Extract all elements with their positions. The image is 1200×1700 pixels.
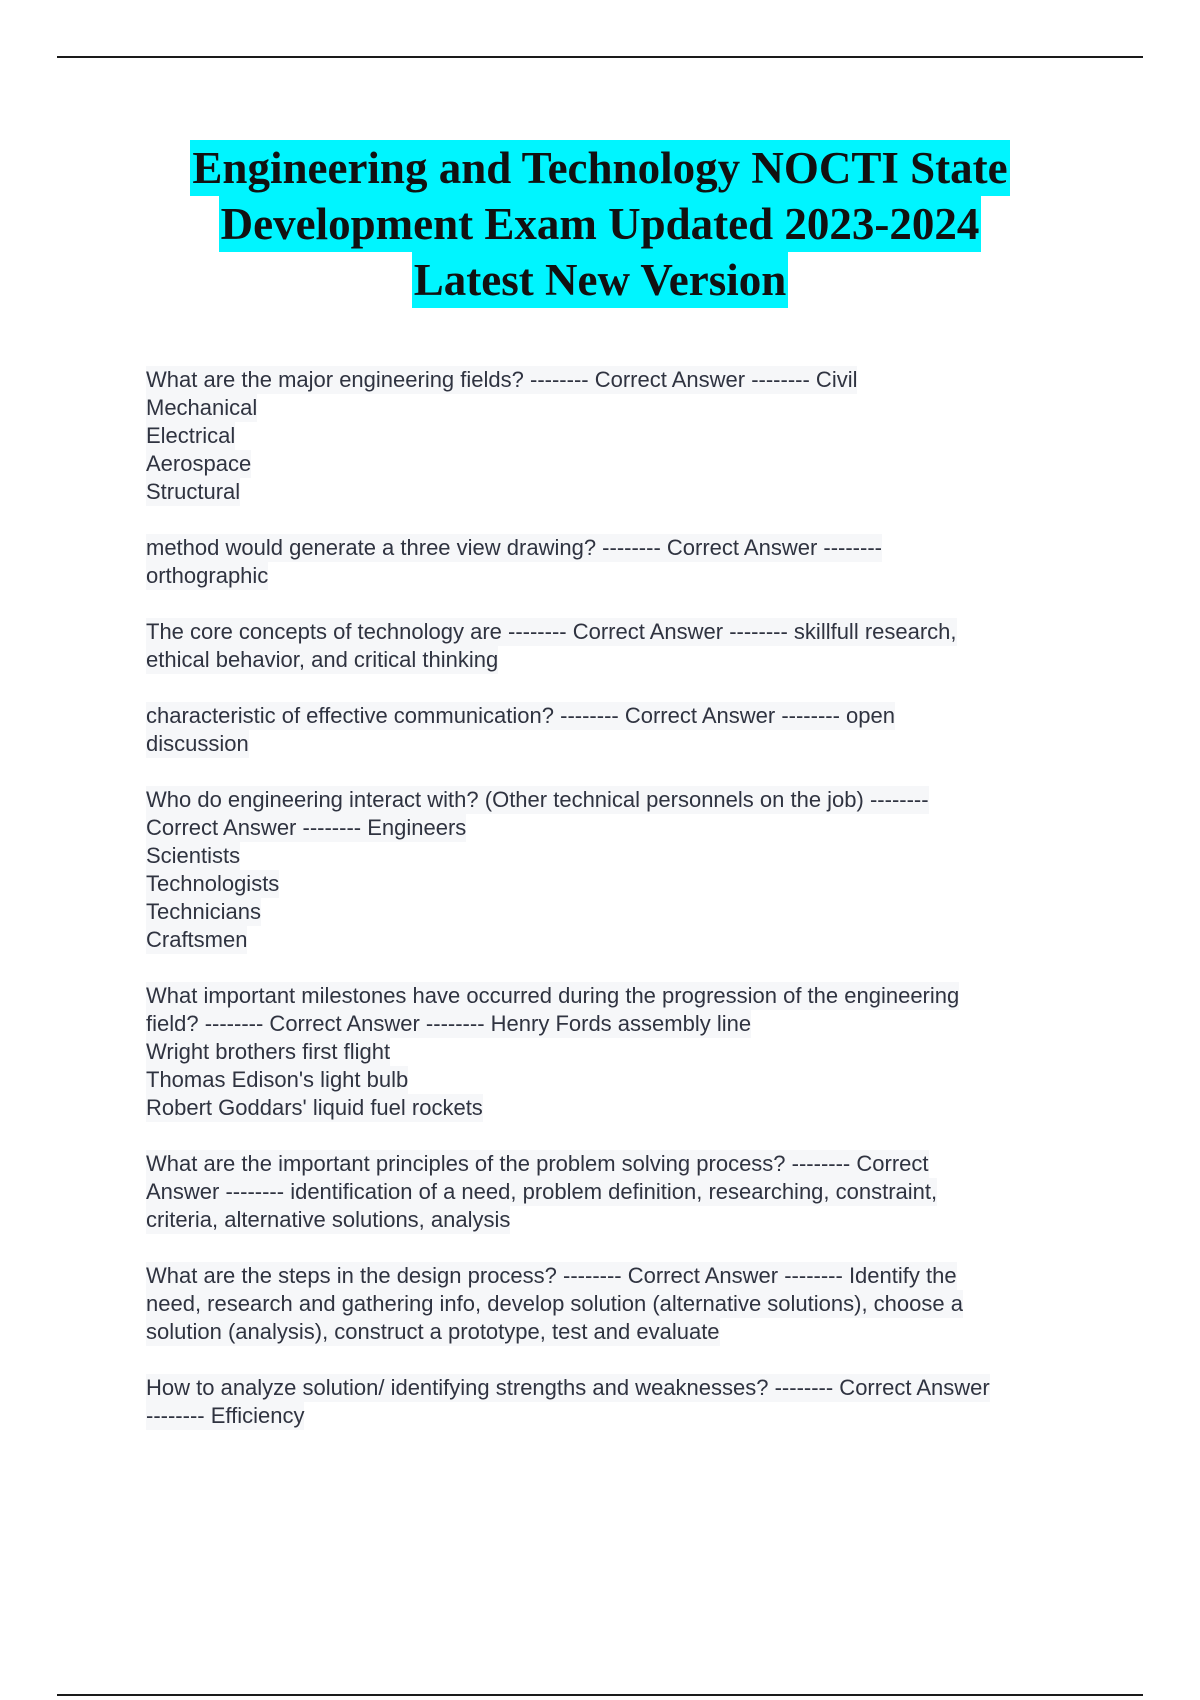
qa-text-line: -------- Efficiency (146, 1403, 305, 1428)
qa-text-line: Wright brothers first flight (146, 1039, 391, 1064)
qa-text-line: method would generate a three view drawing? -------- Correct Answer -------- (146, 535, 882, 560)
qa-text-line: Correct Answer -------- Engineers (146, 815, 467, 840)
qa-text-line: What are the important principles of the problem solving process? -------- Correct (146, 1151, 929, 1176)
qa-text-line: discussion (146, 731, 249, 756)
top-horizontal-rule (57, 56, 1143, 58)
qa-text-line: Scientists (146, 843, 241, 868)
title-line: Development Exam Updated 2023-2024 (219, 196, 982, 252)
qa-text-line: Robert Goddars' liquid fuel rockets (146, 1095, 483, 1120)
qa-item (146, 702, 1086, 758)
question-answer-list (146, 366, 1086, 1458)
qa-text-line: field? -------- Correct Answer -------- Henry Fords assembly line (146, 1011, 752, 1036)
qa-text-line: Technologists (146, 871, 280, 896)
qa-text-line: The core concepts of technology are -------- Correct Answer -------- skillfull research, (146, 619, 957, 644)
qa-text-line: Craftsmen (146, 927, 248, 952)
qa-text-line: Structural (146, 479, 241, 504)
bottom-horizontal-rule (57, 1694, 1143, 1696)
qa-item (146, 1262, 1086, 1346)
qa-item (146, 982, 1086, 1122)
qa-item (146, 534, 1086, 590)
qa-item (146, 786, 1086, 954)
qa-text-line: need, research and gathering info, develop solution (alternative solutions), choose a (146, 1291, 963, 1316)
qa-text-line: Aerospace (146, 451, 252, 476)
qa-text-line: What important milestones have occurred during the progression of the engineering (146, 983, 960, 1008)
qa-text-line: ethical behavior, and critical thinking (146, 647, 499, 672)
document-title (100, 140, 1100, 308)
qa-text-line: solution (analysis), construct a prototype, test and evaluate (146, 1319, 720, 1344)
title-line: Engineering and Technology NOCTI State (190, 140, 1009, 196)
qa-text-line: criteria, alternative solutions, analysis (146, 1207, 511, 1232)
qa-text-line: orthographic (146, 563, 269, 588)
qa-text-line: What are the steps in the design process? -------- Correct Answer -------- Identify the (146, 1263, 957, 1288)
qa-item (146, 1150, 1086, 1234)
qa-text-line: How to analyze solution/ identifying strengths and weaknesses? -------- Correct Answer (146, 1375, 990, 1400)
qa-item (146, 1374, 1086, 1430)
qa-text-line: Answer -------- identification of a need, problem definition, researching, constraint, (146, 1179, 938, 1204)
qa-text-line: Thomas Edison's light bulb (146, 1067, 409, 1092)
qa-text-line: Who do engineering interact with? (Other technical personnels on the job) -------- (146, 787, 929, 812)
qa-item (146, 618, 1086, 674)
title-line: Latest New Version (412, 252, 788, 308)
qa-text-line: Electrical (146, 423, 236, 448)
qa-text-line: characteristic of effective communication? -------- Correct Answer -------- open (146, 703, 895, 728)
qa-text-line: What are the major engineering fields? -------- Correct Answer -------- Civil (146, 367, 858, 392)
qa-text-line: Mechanical (146, 395, 258, 420)
qa-item (146, 366, 1086, 506)
qa-text-line: Technicians (146, 899, 261, 924)
